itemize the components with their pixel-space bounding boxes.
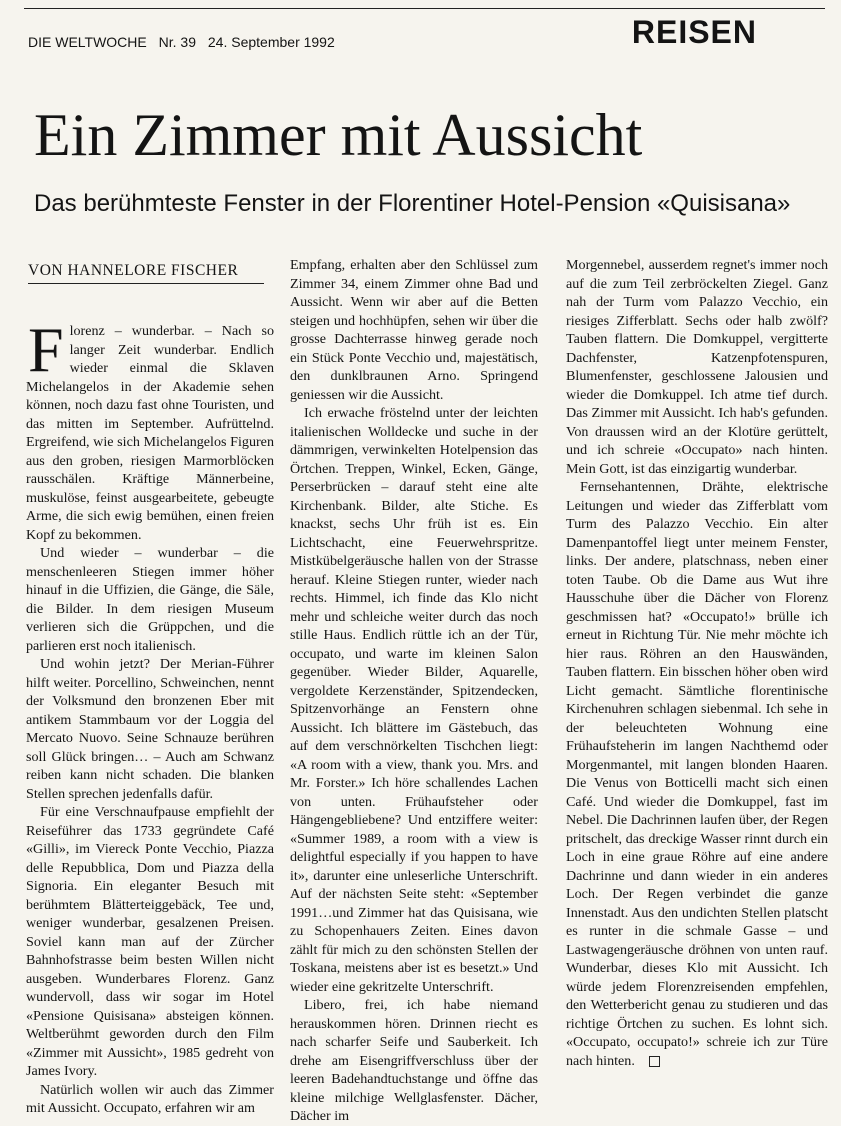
paragraph: Fernsehantennen, Drähte, elektrische Leitungen und wieder das Zifferblatt vom Turm des Palazzo Vecchio. Ein alter Damenpantoffel liegt unter meinem Fenster, links. Der andere, platschnass, neben einer toten Taube. Ob die Dame aus Wut ihre Hausschuhe über die Dächer von Florenz geschmissen hat? «Occupato!» brülle ich erneut in Richtung Tür. Nie mehr möchte ich hier raus. Röhren an den Hauswänden, Tauben flattern. Ein bisschen höher oben wird Licht gemacht. Sämtliche florentinische Kirchenuhren schlagen siebenmal. Ich sehe in der beleuchteten Wohnung eine Frühaufsteherin im langen Nachthemd oder Morgenmantel, mit langen blonden Haaren. Die Venus von Botticelli macht sich einen Café. Und wieder die Domkuppel, fast im Nebel. Die Dachrinnen laufen über, der Regen pritschelt, das dreckige Wasser rinnt durch ein Loch in eine graue Röhre auf eine andere Dachrinne und dann wieder in ein anderes Loch. Der Regen verbindet die ganze Innenstadt. Aus den undichten Stellen platscht es runter in die schmale Gasse – und Lastwagengeräusche dröhnen von unten rauf. Wunderbar, dieses Klo mit Aussicht. Ich würde jedem Florenzreisenden empfehlen, den Wetterbericht genau zu studieren und das richtige Örtchen zu suchen. Es lohnt sich. «Occupato, occupato!» schreie ich zur Türe nach hinten. [566,479,828,1069]
paragraph: Und wieder – wunderbar – die menschenleeren Stiegen immer höher hinauf in die Uffizien, die Gänge, die Säle, die Bilder. In dem riesigen Museum verlieren sich die Grüppchen, und die parlieren erst noch italienisch. [26,545,274,654]
paragraph: Natürlich wollen wir auch das Zimmer mit Aussicht. Occupato, erfahren wir am [26,1081,274,1116]
publication-name: DIE WELTWOCHE [28,34,147,50]
section-label: REISEN [631,14,757,50]
end-mark-icon [649,1056,660,1067]
paragraph: Ich erwache fröstelnd unter der leichten italienischen Wolldecke und suche in der dämmrigen, verwinkelten Hotelpension das Örtchen. Treppen, Winkel, Ecken, Gänge, Perserbrücken – darauf steht eine alte Kirchenbank. Bilder, alte Stiche. Es knackst, sechs Uhr früh ist es. Ein Lichtschacht, eine Feuerwehrspritze. Mistkübelgeräusche hallen von der Strasse herauf. Kleine Stiegen runter, wieder nach rechts. Himmel, ich finde das Klo nicht mehr und schleiche weiter durch das noch stille Haus. Endlich rüttle ich an der Tür, occupato, und warte im kleinen Salon gegenüber. Wieder Bilder, Aquarelle, vergoldete Kerzenständer, Spitzendecken, Spitzenvorhänge an Fenstern ohne Aussicht. Ich blättere im Gästebuch, das auf dem verschnörkelten Tischchen liegt: «A room with a view, thank you. Mrs. and Mr. Forster.» Ich höre schallendes Lachen von unten. Frühaufsteher oder Hängengebliebene? Und entziffere weiter: «Summer 1989, a room with a view is delightful especially if you happen to have it», darunter eine unleserliche Unterschrift. Auf der nächsten Seite steht: «September 1991…und Zimmer hat das Quisisana, wie zu Schopenhauers Zeiten. Eines davon zählt für mich zu den schönsten Stellen der Toskana, meistens aber ist es besetzt.» Und wieder eine gekritzelte Unterschrift. [290,405,538,995]
headline: Ein Zimmer mit Aussicht [34,102,643,168]
paragraph: Libero, frei, ich habe niemand herauskommen hören. Drinnen riecht es nach scharfer Seife und Sauberkeit. Ich drehe am Eisengriffverschluss über der leeren Badehandtuchstange und öffne das kleine milchige Wellglasfenster. Dächer, Dächer im [290,997,538,1124]
masthead [28,34,343,50]
paragraph: Für eine Verschnaufpause empfiehlt der Reiseführer das 1733 gegründete Café «Gilli», im Viereck Ponte Vecchio, Piazza delle Repubblica, Dom und Piazza della Signoria. Ein eleganter Besuch mit berühmtem Blätterteiggebäck, Tee und, weniger wunderbar, gesalzenen Preisen. Soviel kann man auf der Zürcher Bahnhofstrasse beim besten Willen nicht ausgeben. Wunderbares Florenz. Ganz wundervoll, dass wir sogar im Hotel «Pensione Quisisana» absteigen können. Weltberühmt geworden durch den Film «Zimmer mit Aussicht», 1985 gedreht von James Ivory. [26,804,274,1079]
byline: VON HANNELORE FISCHER [28,262,264,284]
article-column-3 [566,256,828,1070]
paragraph: Und wohin jetzt? Der Merian-Führer hilft weiter. Porcellino, Schweinchen, nennt der Volksmund den bronzenen Eber mit antikem Stammbaum vor der Loggia del Mercato Nuovo. Seine Schnauze berühren soll Glück bringen… – Auch am Schwanz reiben kann nicht schaden. Die blanken Stellen sprechen jedenfalls dafür. [26,656,274,802]
paragraph: Empfang, erhalten aber den Schlüssel zum Zimmer 34, einem Zimmer ohne Bad und Aussicht. Wenn wir aber auf die Betten steigen und hochhüpfen, sehen wir über die grosse Dachterrasse hinweg gerade noch ein Stück Ponte Vecchio und, majestätisch, den dunklbraunen Arno. Springend geniessen wir die Aussicht. [290,257,538,403]
article-column-2 [290,256,538,1126]
paragraph: Morgennebel, ausserdem regnet's immer noch auf die zum Teil zerbröckelten Ziegel. Ganz nah der Turm vom Palazzo Vecchio, ein riesiges Zifferblatt. Sechs oder halb zwölf? Tauben flattern. Die Domkuppel, vergitterte Dachfenster, Katzenpfotenspuren, Blumenfenster, geschlossene Jalousien und wieder die Domkuppel. Ich atme tief durch. Das Zimmer mit Aussicht. Ich hab's gefunden. Von draussen wird an der Klotüre gerüttelt, und ich schreie «Occupato» nach hinten. Mein Gott, ist das einzigartig wunderbar. [566,257,828,477]
paragraph: Florenz – wunderbar. – Nach so langer Zeit wunderbar. Endlich wieder einmal die Sklaven Michelangelos in der Akademie sehen können, noch dazu fast ohne Touristen, und das mitten im September. Aufrüttelnd. Ergreifend, wie sich Michelangelos Figuren aus den groben, riesigen Marmorblöcken rausschälen. Kräftige Männerbeine, muskulöse, feinst ausgearbeitete, gebeugte Arme, die sich ewig bemühen, einen freien Kopf zu bekommen. [26,314,274,543]
issue-date: 24. September 1992 [207,34,335,50]
subheadline: Das berühmteste Fenster in der Florentiner Hotel-Pension «Quisisana» [34,190,791,217]
drop-cap: F [28,314,64,385]
top-rule [24,8,825,9]
article-column-1 [26,314,274,1118]
issue-number: Nr. 39 [158,34,196,50]
